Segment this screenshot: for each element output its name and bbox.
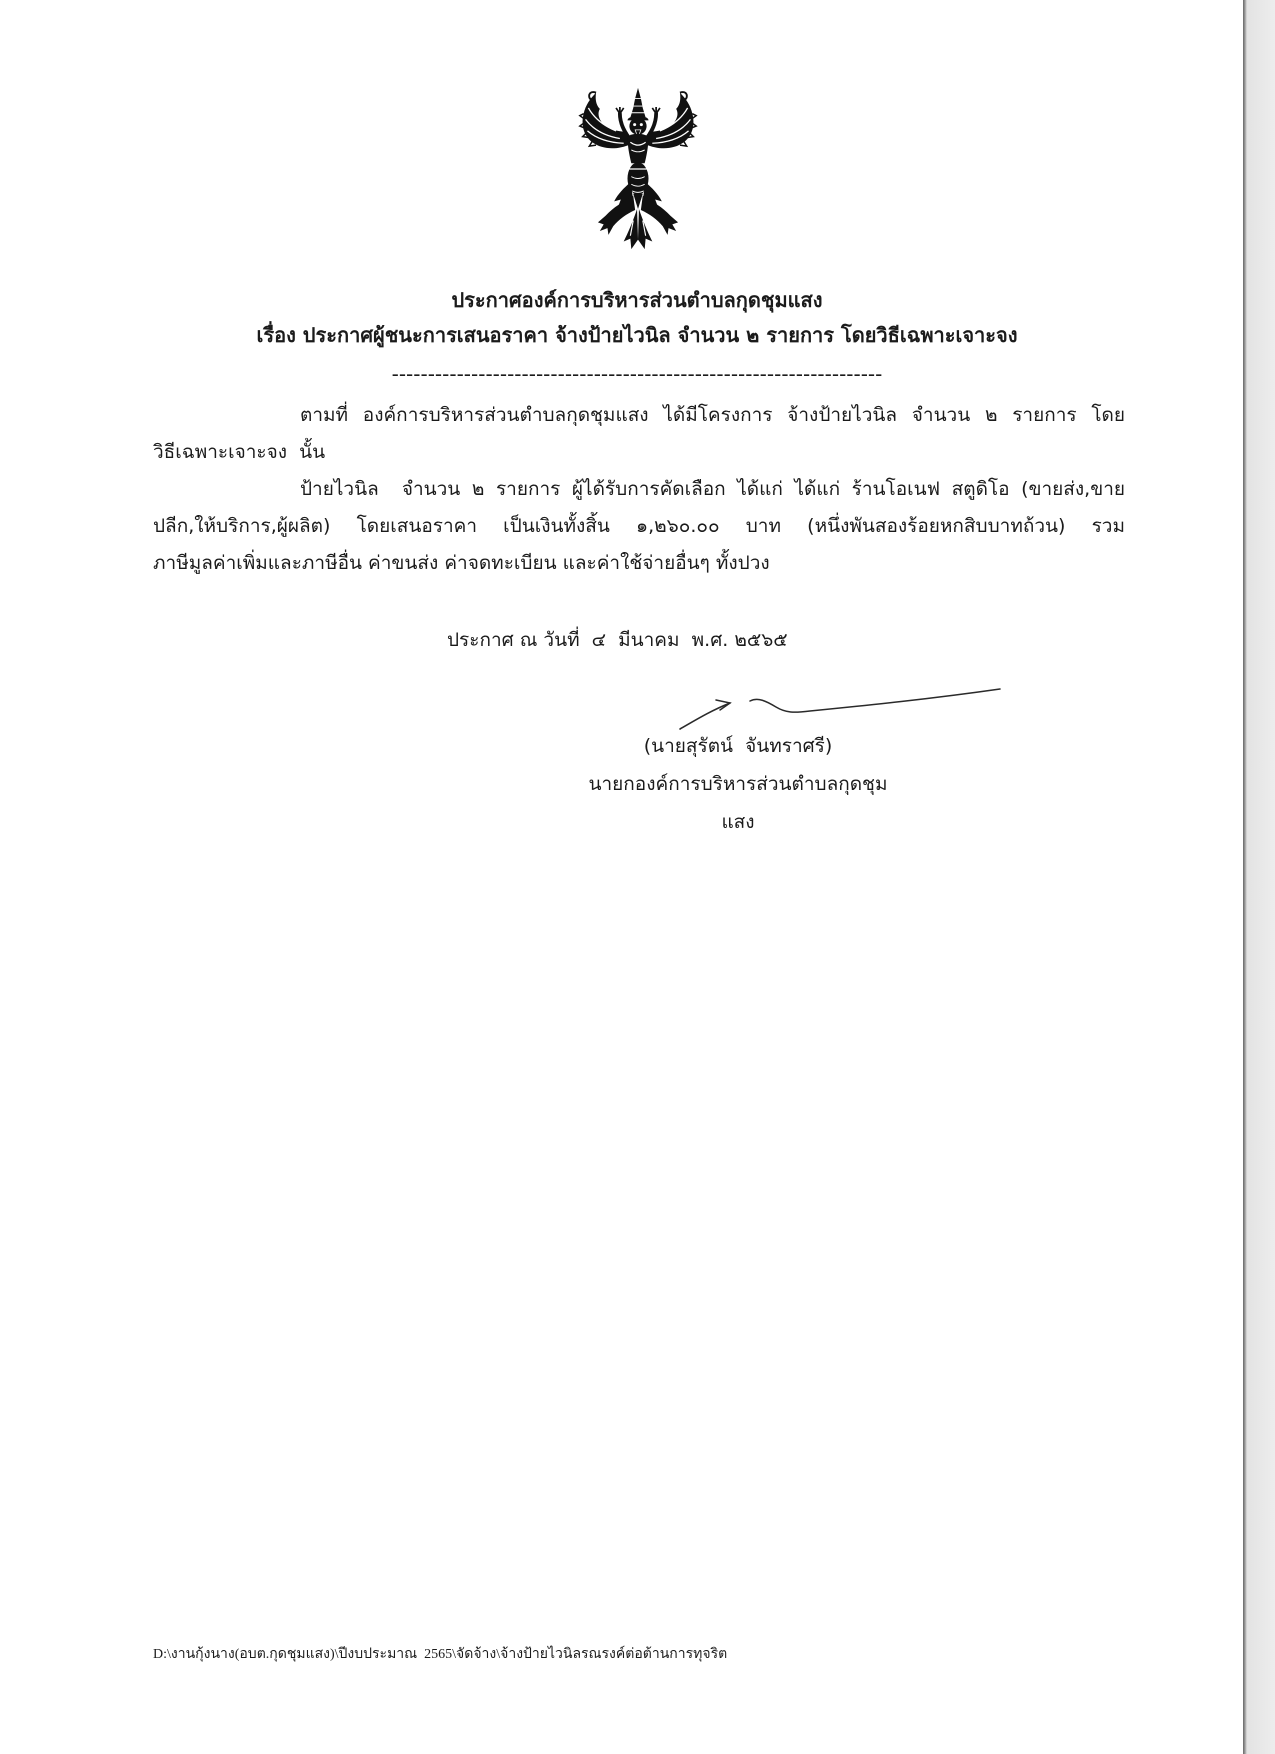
announcement-body bbox=[153, 397, 1125, 841]
paragraph2-line2: ปลีก,ให้บริการ,ผู้ผลิต) โดยเสนอราคา เป็นเงินทั้งสิ้น ๑,๒๖๐.๐๐ บาท (หนึ่งพันสองร้อยหกสิบบาทถ้วน) รวม bbox=[153, 515, 1125, 537]
dashed-divider: -------------------------------------------------------------------- bbox=[391, 362, 883, 386]
announcement-title: ประกาศองค์การบริหารส่วนตำบลกุดชุมแสง bbox=[451, 288, 823, 312]
paragraph2-line3: ภาษีมูลค่าเพิ่มและภาษีอื่น ค่าขนส่ง ค่าจดทะเบียน และค่าใช้จ่ายอื่นๆ ทั้งปวง bbox=[153, 552, 770, 574]
signatory-position: นายกองค์การบริหารส่วนตำบลกุดชุมแสง bbox=[588, 773, 888, 833]
paragraph2-line1: ป้ายไวนิล จำนวน ๒ รายการ ผู้ได้รับการคัดเลือก ได้แก่ ได้แก่ ร้านโอเนฟ สตูดิโอ (ขายส่ง,ขาย bbox=[300, 478, 1125, 500]
signature-icon bbox=[670, 679, 1010, 739]
paragraph1-line1: ตามที่ องค์การบริหารส่วนตำบลกุดชุมแสง ได้มีโครงการ จ้างป้ายไวนิล จำนวน ๒ รายการ โดย bbox=[300, 404, 1125, 426]
signature-area bbox=[153, 659, 1125, 727]
garuda-emblem-icon bbox=[576, 84, 700, 254]
announcement-date: ประกาศ ณ วันที่ ๔ มีนาคม พ.ศ. ๒๕๖๕ bbox=[447, 629, 788, 651]
scan-edge bbox=[1243, 0, 1275, 1754]
signatory-name: (นายสุรัตน์ จันทราศรี) bbox=[643, 735, 833, 757]
file-path-footer: D:\งานกุ้งนาง(อบต.กุดชุมแสง)\ปีงบประมาณ 2565\จัดจ้าง\จ้างป้ายไวนิลรณรงค์ต่อต้านการทุจริต bbox=[153, 1647, 728, 1662]
announcement-subject: เรื่อง ประกาศผู้ชนะการเสนอราคา จ้างป้ายไวนิล จำนวน ๒ รายการ โดยวิธีเฉพาะเจาะจง bbox=[256, 323, 1018, 347]
paragraph1-line2: วิธีเฉพาะเจาะจง นั้น bbox=[153, 441, 326, 463]
